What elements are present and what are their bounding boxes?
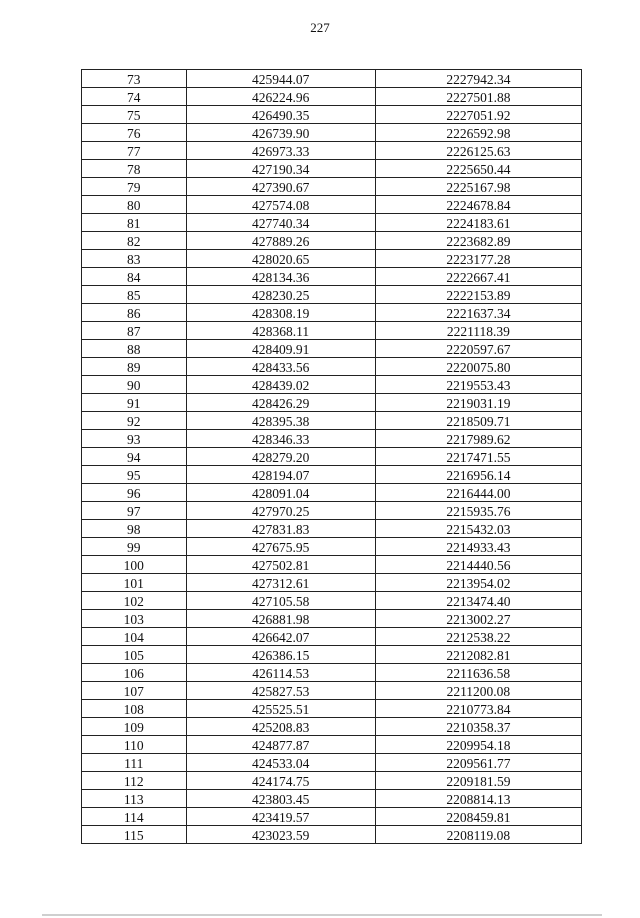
point-number-cell: 92 <box>82 412 187 430</box>
point-number-cell: 73 <box>82 70 187 88</box>
point-number-cell: 110 <box>82 736 187 754</box>
x-coordinate-cell: 427740.34 <box>186 214 375 232</box>
table-row <box>82 718 582 736</box>
x-coordinate-cell: 423419.57 <box>186 808 375 826</box>
table-row <box>82 142 582 160</box>
point-number-cell: 80 <box>82 196 187 214</box>
x-coordinate-cell: 426973.33 <box>186 142 375 160</box>
y-coordinate-cell: 2212082.81 <box>375 646 581 664</box>
table-row <box>82 736 582 754</box>
x-coordinate-cell: 427889.26 <box>186 232 375 250</box>
x-coordinate-cell: 426739.90 <box>186 124 375 142</box>
x-coordinate-cell: 428395.38 <box>186 412 375 430</box>
y-coordinate-cell: 2223177.28 <box>375 250 581 268</box>
point-number-cell: 103 <box>82 610 187 628</box>
y-coordinate-cell: 2221637.34 <box>375 304 581 322</box>
y-coordinate-cell: 2220075.80 <box>375 358 581 376</box>
point-number-cell: 99 <box>82 538 187 556</box>
x-coordinate-cell: 428091.04 <box>186 484 375 502</box>
y-coordinate-cell: 2222153.89 <box>375 286 581 304</box>
x-coordinate-cell: 428433.56 <box>186 358 375 376</box>
y-coordinate-cell: 2224678.84 <box>375 196 581 214</box>
point-number-cell: 83 <box>82 250 187 268</box>
y-coordinate-cell: 2208119.08 <box>375 826 581 844</box>
point-number-cell: 104 <box>82 628 187 646</box>
point-number-cell: 101 <box>82 574 187 592</box>
x-coordinate-cell: 426490.35 <box>186 106 375 124</box>
y-coordinate-cell: 2210358.37 <box>375 718 581 736</box>
x-coordinate-cell: 428194.07 <box>186 466 375 484</box>
y-coordinate-cell: 2215935.76 <box>375 502 581 520</box>
y-coordinate-cell: 2211200.08 <box>375 682 581 700</box>
point-number-cell: 106 <box>82 664 187 682</box>
x-coordinate-cell: 424877.87 <box>186 736 375 754</box>
x-coordinate-cell: 426224.96 <box>186 88 375 106</box>
x-coordinate-cell: 428308.19 <box>186 304 375 322</box>
x-coordinate-cell: 426114.53 <box>186 664 375 682</box>
table-row <box>82 106 582 124</box>
y-coordinate-cell: 2216444.00 <box>375 484 581 502</box>
point-number-cell: 102 <box>82 592 187 610</box>
x-coordinate-cell: 428279.20 <box>186 448 375 466</box>
table-row <box>82 412 582 430</box>
table-row <box>82 574 582 592</box>
table-row <box>82 628 582 646</box>
table-row <box>82 286 582 304</box>
y-coordinate-cell: 2224183.61 <box>375 214 581 232</box>
point-number-cell: 95 <box>82 466 187 484</box>
x-coordinate-cell: 428426.29 <box>186 394 375 412</box>
x-coordinate-cell: 427675.95 <box>186 538 375 556</box>
point-number-cell: 89 <box>82 358 187 376</box>
table-row <box>82 664 582 682</box>
y-coordinate-cell: 2227051.92 <box>375 106 581 124</box>
point-number-cell: 105 <box>82 646 187 664</box>
table-row <box>82 826 582 844</box>
table-row <box>82 268 582 286</box>
x-coordinate-cell: 427105.58 <box>186 592 375 610</box>
point-number-cell: 107 <box>82 682 187 700</box>
point-number-cell: 115 <box>82 826 187 844</box>
y-coordinate-cell: 2208459.81 <box>375 808 581 826</box>
y-coordinate-cell: 2213954.02 <box>375 574 581 592</box>
table-row <box>82 520 582 538</box>
table-row <box>82 124 582 142</box>
y-coordinate-cell: 2217471.55 <box>375 448 581 466</box>
x-coordinate-cell: 423023.59 <box>186 826 375 844</box>
point-number-cell: 113 <box>82 790 187 808</box>
x-coordinate-cell: 424174.75 <box>186 772 375 790</box>
x-coordinate-cell: 425944.07 <box>186 70 375 88</box>
point-number-cell: 84 <box>82 268 187 286</box>
table-row <box>82 682 582 700</box>
point-number-cell: 112 <box>82 772 187 790</box>
table-row <box>82 250 582 268</box>
y-coordinate-cell: 2225167.98 <box>375 178 581 196</box>
x-coordinate-cell: 427502.81 <box>186 556 375 574</box>
x-coordinate-cell: 425827.53 <box>186 682 375 700</box>
table-row <box>82 88 582 106</box>
point-number-cell: 97 <box>82 502 187 520</box>
coordinate-table <box>81 69 582 844</box>
x-coordinate-cell: 427574.08 <box>186 196 375 214</box>
x-coordinate-cell: 424533.04 <box>186 754 375 772</box>
y-coordinate-cell: 2214933.43 <box>375 538 581 556</box>
y-coordinate-cell: 2215432.03 <box>375 520 581 538</box>
y-coordinate-cell: 2220597.67 <box>375 340 581 358</box>
y-coordinate-cell: 2214440.56 <box>375 556 581 574</box>
point-number-cell: 94 <box>82 448 187 466</box>
point-number-cell: 114 <box>82 808 187 826</box>
point-number-cell: 96 <box>82 484 187 502</box>
x-coordinate-cell: 426386.15 <box>186 646 375 664</box>
point-number-cell: 74 <box>82 88 187 106</box>
y-coordinate-cell: 2210773.84 <box>375 700 581 718</box>
x-coordinate-cell: 425208.83 <box>186 718 375 736</box>
y-coordinate-cell: 2227501.88 <box>375 88 581 106</box>
x-coordinate-cell: 427390.67 <box>186 178 375 196</box>
table-row <box>82 232 582 250</box>
point-number-cell: 91 <box>82 394 187 412</box>
x-coordinate-cell: 426881.98 <box>186 610 375 628</box>
table-row <box>82 196 582 214</box>
table-row <box>82 484 582 502</box>
page-number: 227 <box>310 20 330 35</box>
table-row <box>82 376 582 394</box>
x-coordinate-cell: 428346.33 <box>186 430 375 448</box>
point-number-cell: 76 <box>82 124 187 142</box>
y-coordinate-cell: 2208814.13 <box>375 790 581 808</box>
point-number-cell: 87 <box>82 322 187 340</box>
y-coordinate-cell: 2222667.41 <box>375 268 581 286</box>
table-row <box>82 322 582 340</box>
y-coordinate-cell: 2213474.40 <box>375 592 581 610</box>
y-coordinate-cell: 2221118.39 <box>375 322 581 340</box>
point-number-cell: 79 <box>82 178 187 196</box>
table-row <box>82 772 582 790</box>
y-coordinate-cell: 2217989.62 <box>375 430 581 448</box>
table-row <box>82 538 582 556</box>
scan-edge-line <box>42 914 602 916</box>
table-row <box>82 358 582 376</box>
point-number-cell: 108 <box>82 700 187 718</box>
table-row <box>82 394 582 412</box>
table-row <box>82 70 582 88</box>
y-coordinate-cell: 2225650.44 <box>375 160 581 178</box>
table-row <box>82 178 582 196</box>
x-coordinate-cell: 428134.36 <box>186 268 375 286</box>
x-coordinate-cell: 427190.34 <box>186 160 375 178</box>
point-number-cell: 88 <box>82 340 187 358</box>
point-number-cell: 78 <box>82 160 187 178</box>
table-row <box>82 700 582 718</box>
table-row <box>82 502 582 520</box>
table-row <box>82 646 582 664</box>
point-number-cell: 82 <box>82 232 187 250</box>
table-row <box>82 556 582 574</box>
y-coordinate-cell: 2216956.14 <box>375 466 581 484</box>
y-coordinate-cell: 2218509.71 <box>375 412 581 430</box>
table-row <box>82 214 582 232</box>
x-coordinate-cell: 428230.25 <box>186 286 375 304</box>
x-coordinate-cell: 426642.07 <box>186 628 375 646</box>
x-coordinate-cell: 423803.45 <box>186 790 375 808</box>
x-coordinate-cell: 427970.25 <box>186 502 375 520</box>
point-number-cell: 98 <box>82 520 187 538</box>
coordinate-table-body <box>82 70 582 844</box>
y-coordinate-cell: 2209181.59 <box>375 772 581 790</box>
table-row <box>82 610 582 628</box>
table-row <box>82 754 582 772</box>
table-row <box>82 592 582 610</box>
table-row <box>82 304 582 322</box>
table-row <box>82 466 582 484</box>
table-row <box>82 808 582 826</box>
table-row <box>82 448 582 466</box>
y-coordinate-cell: 2227942.34 <box>375 70 581 88</box>
x-coordinate-cell: 428368.11 <box>186 322 375 340</box>
point-number-cell: 81 <box>82 214 187 232</box>
y-coordinate-cell: 2226592.98 <box>375 124 581 142</box>
point-number-cell: 75 <box>82 106 187 124</box>
table-row <box>82 430 582 448</box>
x-coordinate-cell: 428409.91 <box>186 340 375 358</box>
point-number-cell: 100 <box>82 556 187 574</box>
table-row <box>82 160 582 178</box>
table-row <box>82 790 582 808</box>
y-coordinate-cell: 2219553.43 <box>375 376 581 394</box>
table-row <box>82 340 582 358</box>
x-coordinate-cell: 425525.51 <box>186 700 375 718</box>
x-coordinate-cell: 428439.02 <box>186 376 375 394</box>
point-number-cell: 86 <box>82 304 187 322</box>
point-number-cell: 93 <box>82 430 187 448</box>
y-coordinate-cell: 2211636.58 <box>375 664 581 682</box>
y-coordinate-cell: 2209954.18 <box>375 736 581 754</box>
point-number-cell: 85 <box>82 286 187 304</box>
point-number-cell: 109 <box>82 718 187 736</box>
y-coordinate-cell: 2219031.19 <box>375 394 581 412</box>
y-coordinate-cell: 2209561.77 <box>375 754 581 772</box>
point-number-cell: 90 <box>82 376 187 394</box>
y-coordinate-cell: 2212538.22 <box>375 628 581 646</box>
y-coordinate-cell: 2226125.63 <box>375 142 581 160</box>
y-coordinate-cell: 2223682.89 <box>375 232 581 250</box>
x-coordinate-cell: 428020.65 <box>186 250 375 268</box>
x-coordinate-cell: 427312.61 <box>186 574 375 592</box>
y-coordinate-cell: 2213002.27 <box>375 610 581 628</box>
point-number-cell: 111 <box>82 754 187 772</box>
x-coordinate-cell: 427831.83 <box>186 520 375 538</box>
point-number-cell: 77 <box>82 142 187 160</box>
